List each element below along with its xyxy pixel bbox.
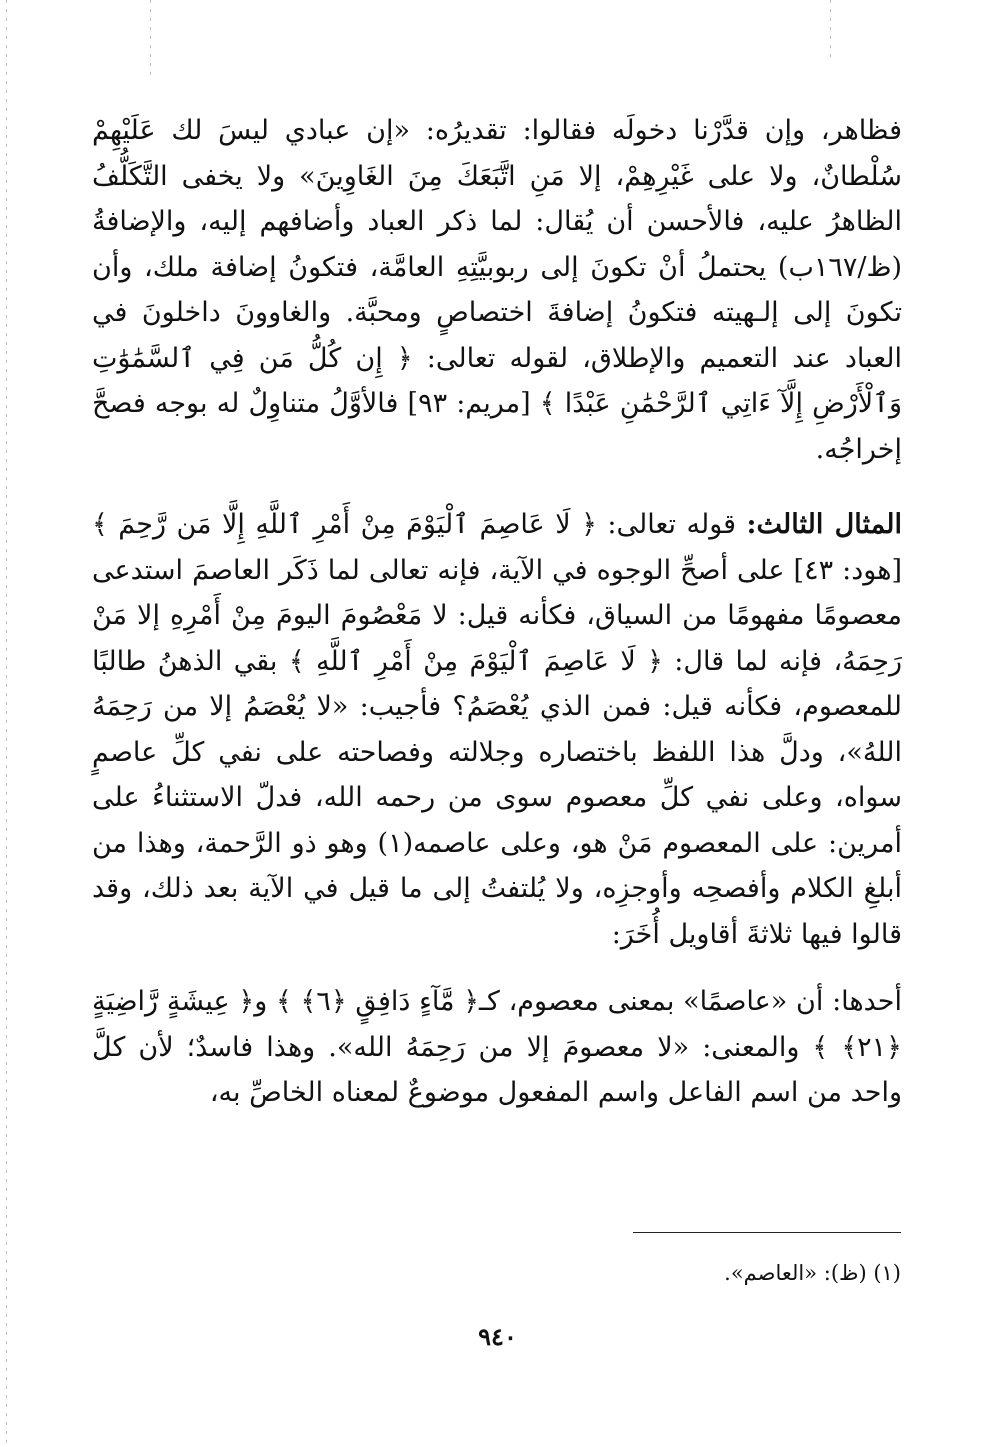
paragraph-2 bbox=[92, 502, 902, 957]
footnote-divider bbox=[633, 1232, 901, 1233]
paragraph-3: أحدها: أن «عاصمًا» بمعنى معصوم، كـ﴿ مَّآءٍ دَافِقٍ ﴿٦﴾ ﴾ و﴿ عِيشَةٍ رَّاضِيَةٍ ﴿٢١﴾ ﴾ والمعنى: «لا معصومَ إلا من رَحِمَهُ الله». وهذا فاسدٌ؛ لأن كلَّ واحد من اسم الفاعل واسم المفعول موضوعٌ لمعناه الخاصِّ به، bbox=[92, 986, 902, 1108]
section-heading: المثال الثالث: bbox=[746, 509, 902, 540]
main-text bbox=[92, 108, 902, 1116]
scan-edge-mark bbox=[6, 0, 7, 1447]
paragraph-2-text: قوله تعالى: ﴿ لَا عَاصِمَ ٱلْيَوْمَ مِنْ أَمْرِ ٱللَّهِ إِلَّا مَن رَّحِمَ ﴾ [هود: ٤٣] على أصحِّ الوجوه في الآية، فإنه تعالى لما ذَكَر العاصمَ استدعى معصومًا مفهومًا من السياق، فكأنه قيل: لا مَعْصُومَ اليومَ مِنْ أَمْرِهِ إلا مَنْ رَحِمَهُ، فإنه لما قال: ﴿ لَا عَاصِمَ ٱلْيَوْمَ مِنْ أَمْرِ ٱللَّهِ ﴾ بقي الذهنُ طالبًا للمعصوم، فكأنه قيل: فمن الذي يُعْصَمُ؟ فأجيب: «لا يُعْصَمُ إلا من رَحِمَهُ اللهُ»، ودلَّ هذا اللفظ باختصاره وجلالته وفصاحته على نفي كلِّ عاصمٍ سواه، وعلى نفي كلِّ معصوم سوى من رحمه الله، فدلّ الاستثناءُ على أمرين: على المعصوم مَنْ هو، وعلى عاصمه(١) وهو ذو الرَّحمة، وهذا من أبلغِ الكلام وأفصحِه وأوجزِه، ولا يُلتفتُ إلى ما قيل في الآية بعد ذلك، وقد قالوا فيها ثلاثةَ أقاويل أُخَرَ: bbox=[92, 509, 902, 950]
scan-edge-mark bbox=[150, 0, 151, 80]
footnote: (١) (ظ): «العاصم». bbox=[724, 1261, 901, 1285]
paragraph-1: فظاهر، وإن قدَّرْنا دخولَه فقالوا: تقديرُه: «إن عبادي ليسَ لك عَلَيْهِمْ سُلْطانٌ، ولا على غَيْرِهِمْ، إلا مَنِ اتَّبَعَكَ مِنَ الغَاوِينَ» ولا يخفى التَّكَلُّفُ الظاهرُ عليه، فالأحسن أن يُقال: لما ذكر العباد وأضافهم إليه، والإضافةُ (ظ/١٦٧ب) يحتملُ أنْ تكونَ إلى ربوبيَّتِهِ العامَّة، فتكونُ إضافة ملك، وأن تكونَ إلى إلـهيته فتكونُ إضافةَ اختصاصٍ ومحبَّة. والغاوونَ داخلونَ في العباد عند التعميم والإطلاق، لقوله تعالى: ﴿ إِن كُلُّ مَن فِي ٱلسَّمَٰوَٰتِ وَٱلْأَرْضِ إِلَّآ ءَاتِي ٱلرَّحْمَٰنِ عَبْدًا ﴾ [مريم: ٩٣] فالأوَّلُ متناوِلٌ له بوجه فصحَّ إخراجُه. bbox=[92, 115, 903, 465]
page-number: ٩٤٠ bbox=[478, 1322, 517, 1351]
scan-edge-mark bbox=[830, 0, 831, 60]
